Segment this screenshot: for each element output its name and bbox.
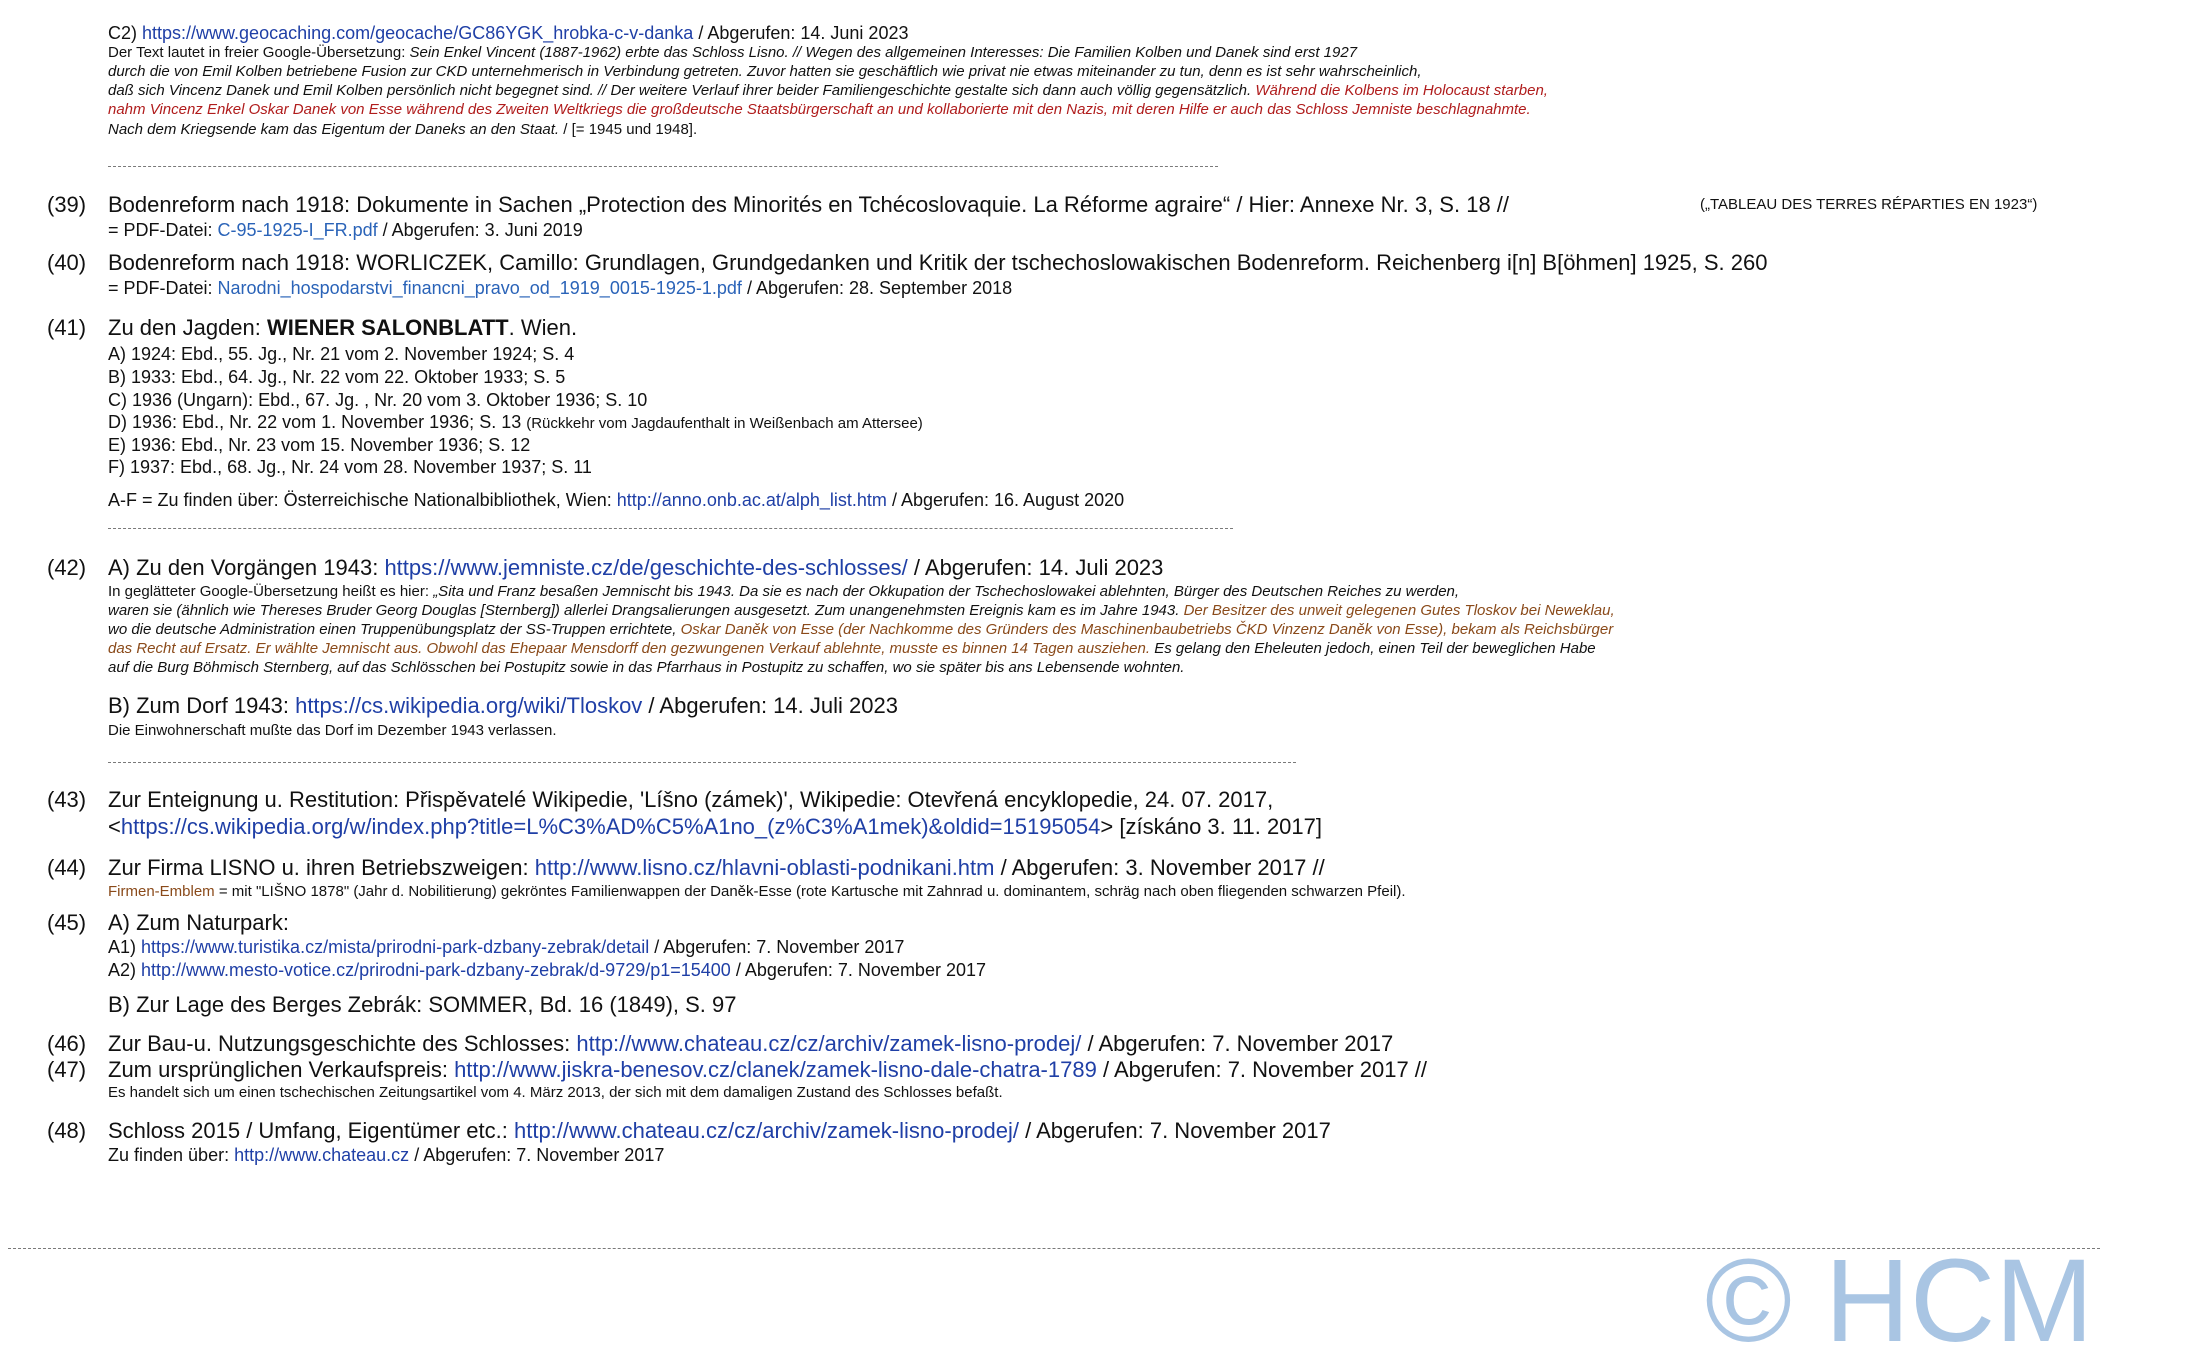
footnote-43-line-2: <https://cs.wikipedia.org/w/index.php?title=L%C3%AD%C5%A1no_(z%C3%A1mek)&oldid=15195054> [získáno 3. 11. 2017] bbox=[108, 814, 1323, 839]
footnote-47-number: (47) bbox=[47, 1057, 87, 1082]
c2-text-line-2: durch die von Emil Kolben betriebene Fusion zur CKD unternehmerisch in Verbindung getreten. Zuvor hatten sie geschäftlich wie privat nie etwas miteinander zu tun, denn es ist sehr wahrscheinlich, bbox=[108, 63, 1422, 80]
footnote-41-item-a: A) 1924: Ebd., 55. Jg., Nr. 21 vom 2. November 1924; S. 4 bbox=[108, 344, 575, 364]
footnote-39-sub: = PDF-Datei: C-95-1925-I_FR.pdf / Abgerufen: 3. Juni 2019 bbox=[108, 220, 583, 240]
footnote-39-number: (39) bbox=[47, 192, 87, 217]
footnote-41-item-e: E) 1936: Ebd., Nr. 23 vom 15. November 1936; S. 12 bbox=[108, 435, 531, 455]
footnote-46-title: Zur Bau-u. Nutzungsgeschichte des Schlosses: http://www.chateau.cz/cz/archiv/zamek-lisno-prodej/ / Abgerufen: 7. November 2017 bbox=[108, 1031, 1394, 1056]
footnote-40-number: (40) bbox=[47, 250, 87, 275]
footnote-42-number: (42) bbox=[47, 555, 87, 580]
footnote-43-wiki-link[interactable]: https://cs.wikipedia.org/w/index.php?title=L%C3%AD%C5%A1no_(z%C3%A1mek)&oldid=15195054 bbox=[120, 814, 1101, 839]
footnote-41-footer: A-F = Zu finden über: Österreichische Nationalbibliothek, Wien: http://anno.onb.ac.at/alph_list.htm / Abgerufen: 16. August 2020 bbox=[108, 490, 1125, 510]
separator-1 bbox=[108, 166, 1218, 167]
footnote-46-chateau-link[interactable]: http://www.chateau.cz/cz/archiv/zamek-lisno-prodej/ bbox=[576, 1031, 1082, 1056]
footnote-39-title: Bodenreform nach 1918: Dokumente in Sachen „Protection des Minorités en Tchécoslovaquie. La Réforme agraire“ / Hier: Annexe Nr. 3, S. 18 // bbox=[108, 192, 1510, 217]
footnote-48-number: (48) bbox=[47, 1118, 87, 1143]
c2-text-line-1: Der Text lautet in freier Google-Übersetzung: Sein Enkel Vincent (1887-1962) erbte das Schloss Lisno. // Wegen des allgemeinen Interesses: Die Familien Kolben und Danek sind erst 1927 bbox=[108, 44, 1358, 61]
footnote-42-text-5: auf die Burg Böhmisch Sternberg, auf das Schlösschen bei Postupitz sowie in das Pfarrhaus in Postupitz zu schaffen, wo sie später bis ans Lebensende wohnten. bbox=[108, 659, 1185, 676]
footnote-48-chateau-home-link[interactable]: http://www.chateau.cz bbox=[234, 1145, 410, 1165]
footnote-39-note: („TABLEAU DES TERRES RÉPARTIES EN 1923“) bbox=[1700, 196, 2038, 213]
footnote-42-a-title: A) Zu den Vorgängen 1943: https://www.jemniste.cz/de/geschichte-des-schlosses/ / Abgerufen: 14. Juli 2023 bbox=[108, 555, 1164, 580]
c2-link[interactable]: https://www.geocaching.com/geocache/GC86YGK_hrobka-c-v-danka bbox=[142, 23, 694, 43]
footnote-41-item-c: C) 1936 (Ungarn): Ebd., 67. Jg. , Nr. 20 vom 3. Oktober 1936; S. 10 bbox=[108, 390, 648, 410]
footnote-41-number: (41) bbox=[47, 315, 87, 340]
footnote-47-jiskra-link[interactable]: http://www.jiskra-benesov.cz/clanek/zamek-lisno-dale-chatra-1789 bbox=[454, 1057, 1097, 1082]
footnote-40-title: Bodenreform nach 1918: WORLICZEK, Camillo: Grundlagen, Grundgedanken und Kritik der tschechoslowakischen Bodenreform. Reichenberg i[n] B[öhmen] 1925, S. 260 bbox=[108, 250, 1768, 275]
footnote-41-item-b: B) 1933: Ebd., 64. Jg., Nr. 22 vom 22. Oktober 1933; S. 5 bbox=[108, 367, 566, 387]
footnote-41-anno-link[interactable]: http://anno.onb.ac.at/alph_list.htm bbox=[616, 490, 887, 510]
c2-text-line-4: nahm Vincenz Enkel Oskar Danek von Esse während des Zweiten Weltkriegs die großdeutsche Staatsbürgerschaft an und kollaborierte mit den Nazis, mit deren Hilfe er auch das Schloss Jemniste beschlagnahmte. bbox=[108, 101, 1531, 118]
footnote-44-title: Zur Firma LISNO u. ihren Betriebszweigen: http://www.lisno.cz/hlavni-oblasti-podnikani.htm / Abgerufen: 3. November 2017 // bbox=[108, 855, 1325, 880]
footnote-44-number: (44) bbox=[47, 855, 87, 880]
c2-source-line: C2) https://www.geocaching.com/geocache/GC86YGK_hrobka-c-v-danka / Abgerufen: 14. Juni 2023 bbox=[108, 23, 909, 43]
separator-3 bbox=[108, 762, 1296, 763]
footnote-45-turistika-link[interactable]: https://www.turistika.cz/mista/prirodni-park-dzbany-zebrak/detail bbox=[141, 937, 650, 957]
footnote-42-text-1: In geglätteter Google-Übersetzung heißt es hier: „Sita und Franz besaßen Jemnischt bis 1943. Da sie es nach der Okkupation der Tschechoslowakei ablehnten, Bürger des Deutschen Reiches zu werden, bbox=[108, 583, 1460, 600]
c2-text-line-5: Nach dem Kriegsende kam das Eigentum der Daneks an den Staat. / [= 1945 und 1948]. bbox=[108, 121, 698, 138]
footnote-47-note: Es handelt sich um einen tschechischen Zeitungsartikel vom 4. März 2013, der sich mit dem damaligen Zustand des Schlosses befaßt. bbox=[108, 1084, 1003, 1101]
c2-text-line-3: daß sich Vincenz Danek und Emil Kolben persönlich nicht begegnet sind. // Der weitere Verlauf ihrer beider Familiengeschichte gestalte sich dann auch völlig gegensätzlich. Während die Kolbens im Holocaust starben, bbox=[108, 82, 1548, 99]
footnote-45-a-title: A) Zum Naturpark: bbox=[108, 910, 289, 935]
footnote-42-text-2: waren sie (ähnlich wie Thereses Bruder Georg Douglas [Sternberg]) allerlei Drangsalierungen ausgesetzt. Zum unangenehmsten Ereignis kam es im Jahre 1943. Der Besitzer des unweit gelegenen Gutes Tloskov bei Neweklau, bbox=[108, 602, 1615, 619]
footnote-40-pdf-link[interactable]: Narodni_hospodarstvi_financni_pravo_od_1919_0015-1925-1.pdf bbox=[217, 278, 742, 298]
footnote-42-text-4: das Recht auf Ersatz. Er wählte Jemnischt aus. Obwohl das Ehepaar Mensdorff den gezwungenen Verkauf ablehnte, musste es binnen 14 Tagen ausziehen. Es gelang den Eheleuten jedoch, einen Teil der beweglichen Habe bbox=[108, 640, 1596, 657]
copyright-watermark: © HCM bbox=[1705, 1235, 2094, 1367]
footnote-45-a1: A1) https://www.turistika.cz/mista/prirodni-park-dzbany-zebrak/detail / Abgerufen: 7. November 2017 bbox=[108, 937, 905, 957]
footnote-47-title: Zum ursprünglichen Verkaufspreis: http://www.jiskra-benesov.cz/clanek/zamek-lisno-dale-chatra-1789 / Abgerufen: 7. November 2017 // bbox=[108, 1057, 1428, 1082]
footnote-45-number: (45) bbox=[47, 910, 87, 935]
footnote-44-lisno-link[interactable]: http://www.lisno.cz/hlavni-oblasti-podnikani.htm bbox=[534, 855, 995, 880]
footnote-42-b-title: B) Zum Dorf 1943: https://cs.wikipedia.org/wiki/Tloskov / Abgerufen: 14. Juli 2023 bbox=[108, 693, 898, 718]
footnote-41-title: Zu den Jagden: WIENER SALONBLATT. Wien. bbox=[108, 315, 578, 340]
footnote-41-item-f: F) 1937: Ebd., 68. Jg., Nr. 24 vom 28. November 1937; S. 11 bbox=[108, 457, 592, 477]
footnote-48-sub: Zu finden über: http://www.chateau.cz / Abgerufen: 7. November 2017 bbox=[108, 1145, 665, 1165]
footnote-42-b-note: Die Einwohnerschaft mußte das Dorf im Dezember 1943 verlassen. bbox=[108, 722, 557, 739]
footnote-39-pdf-link[interactable]: C-95-1925-I_FR.pdf bbox=[217, 220, 378, 240]
footnote-42-jemniste-link[interactable]: https://www.jemniste.cz/de/geschichte-des-schlosses/ bbox=[384, 555, 908, 580]
footnote-45-votice-link[interactable]: http://www.mesto-votice.cz/prirodni-park-dzbany-zebrak/d-9729/p1=15400 bbox=[141, 960, 731, 980]
footnote-41-item-d: D) 1936: Ebd., Nr. 22 vom 1. November 1936; S. 13 (Rückkehr vom Jagdaufenthalt in Weißenbach am Attersee) bbox=[108, 412, 923, 432]
footnote-45-a2: A2) http://www.mesto-votice.cz/prirodni-park-dzbany-zebrak/d-9729/p1=15400 / Abgerufen: 7. November 2017 bbox=[108, 960, 986, 980]
footnote-43-line-1: Zur Enteignung u. Restitution: Přispěvatelé Wikipedie, 'Líšno (zámek)', Wikipedie: Otevřená encyklopedie, 24. 07. 2017, bbox=[108, 787, 1274, 812]
footnote-48-title: Schloss 2015 / Umfang, Eigentümer etc.: http://www.chateau.cz/cz/archiv/zamek-lisno-prodej/ / Abgerufen: 7. November 2017 bbox=[108, 1118, 1331, 1143]
footnote-42-text-3: wo die deutsche Administration einen Truppenübungsplatz der SS-Truppen errichtete, Oskar Daněk von Esse (der Nachkomme des Gründers des Maschinenbaubetriebs ČKD Vinzenz Daněk von Esse), bekam als Reichsbürger bbox=[108, 621, 1614, 638]
footnote-40-sub: = PDF-Datei: Narodni_hospodarstvi_financni_pravo_od_1919_0015-1925-1.pdf / Abgerufen: 28. September 2018 bbox=[108, 278, 1013, 298]
separator-2 bbox=[108, 528, 1233, 529]
footnote-48-chateau-link[interactable]: http://www.chateau.cz/cz/archiv/zamek-lisno-prodej/ bbox=[513, 1118, 1019, 1143]
footnote-42-tloskov-link[interactable]: https://cs.wikipedia.org/wiki/Tloskov bbox=[295, 693, 643, 718]
footnote-44-note: Firmen-Emblem = mit "LIŠNO 1878" (Jahr d. Nobilitierung) gekröntes Familienwappen der Daněk-Esse (rote Kartusche mit Zahnrad u. dominantem, schräg nach oben fliegenden schwarzen Pfeil). bbox=[108, 883, 1406, 900]
footnote-46-number: (46) bbox=[47, 1031, 87, 1056]
footnote-43-number: (43) bbox=[47, 787, 87, 812]
footnote-45-b-title: B) Zur Lage des Berges Zebrák: SOMMER, Bd. 16 (1849), S. 97 bbox=[108, 992, 737, 1017]
